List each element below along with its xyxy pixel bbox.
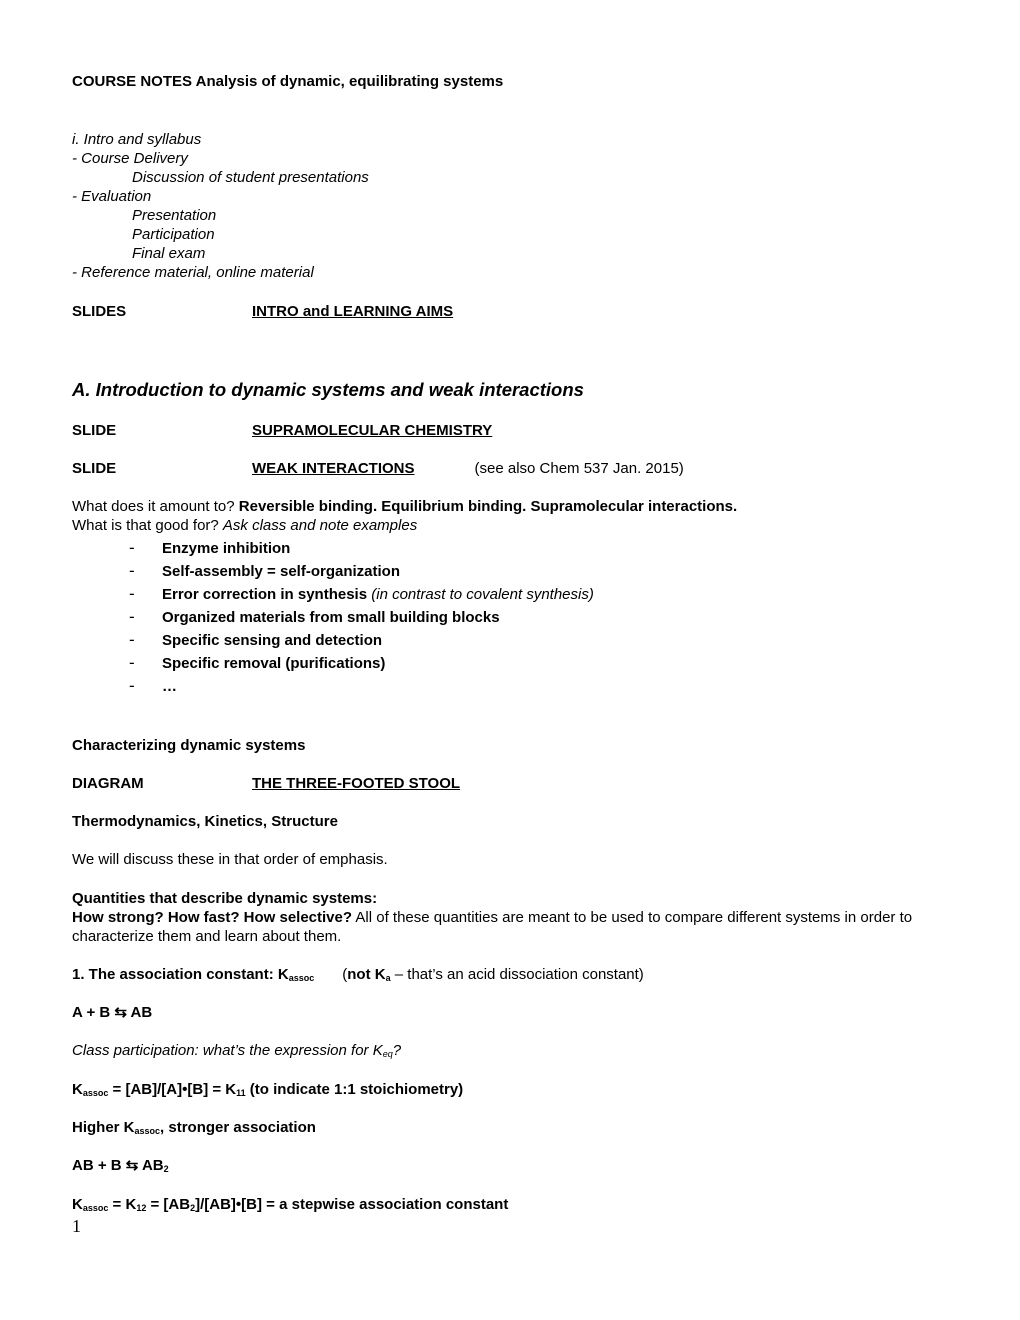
stepwise-sub: assoc: [82, 1203, 109, 1213]
bullet-removal: Specific removal (purifications): [162, 655, 386, 672]
class-part-text: Class participation: what’s the expression for K: [72, 1042, 383, 1059]
quantities-heading: Quantities that describe dynamic systems:: [72, 890, 378, 907]
bullet-dash: -: [129, 630, 135, 649]
assoc-sub: assoc: [288, 973, 315, 983]
bullet-dash: -: [129, 538, 135, 557]
higher-sub: assoc: [134, 1126, 161, 1136]
bullet-error-correction-text: Error correction in synthesis: [162, 586, 368, 603]
intro-heading: i. Intro and syllabus: [72, 131, 202, 148]
diagram-label: DIAGRAM: [72, 775, 144, 792]
class-part-end: ?: [392, 1042, 402, 1059]
quantities-paragraph: [72, 908, 952, 946]
kassoc-end: (to indicate 1:1 stoichiometry): [245, 1081, 464, 1098]
bullet-dash: -: [129, 653, 135, 672]
bullet-enzyme: Enzyme inhibition: [162, 540, 291, 557]
slides-label: SLIDES: [72, 303, 127, 320]
tks-line: Thermodynamics, Kinetics, Structure: [72, 813, 338, 830]
presentation-item: Presentation: [132, 207, 217, 224]
what-good-line: [72, 516, 417, 535]
assoc-paren: (: [342, 966, 348, 983]
slide-weak-line: [72, 459, 684, 478]
bullet-sensing: Specific sensing and detection: [162, 632, 383, 649]
bullet-error-correction: [162, 585, 594, 604]
participation-item: Participation: [132, 226, 215, 243]
equation-2: [72, 1156, 169, 1175]
slides-topic: INTRO and LEARNING AIMS: [252, 303, 454, 320]
what-amount-question: What does it amount to?: [72, 498, 239, 515]
association-constant-line: [72, 965, 644, 984]
bullet-self-assembly: Self-assembly = self-organization: [162, 563, 400, 580]
assoc-label: 1. The association constant: K: [72, 966, 289, 983]
diagram-topic: THE THREE-FOOTED STOOL: [252, 775, 461, 792]
kassoc-k: K: [72, 1081, 83, 1098]
reference-item: - Reference material, online material: [72, 264, 314, 281]
kassoc-sub2: 11: [236, 1088, 246, 1098]
eq2-text: AB + B ⇆ AB: [72, 1157, 164, 1174]
kassoc-expression: [72, 1080, 463, 1099]
higher-k: Higher K: [72, 1119, 135, 1136]
kassoc-mid: = [AB]/[A]•[B] = K: [108, 1081, 237, 1098]
slide-supra-topic: SUPRAMOLECULAR CHEMISTRY: [252, 422, 493, 439]
assoc-not-k: not K: [347, 966, 386, 983]
discussion-item: Discussion of student presentations: [132, 169, 369, 186]
stepwise-k: K: [72, 1196, 83, 1213]
slide-weak-label: SLIDE: [72, 460, 117, 477]
what-good-question: What is that good for?: [72, 517, 223, 534]
bullet-dash: -: [129, 676, 135, 695]
slide-weak-underlined: [72, 460, 415, 477]
eq2-sub: 2: [163, 1164, 169, 1174]
stepwise-expression: [72, 1195, 508, 1214]
slide-supra-line: [72, 421, 492, 440]
discuss-order-line: We will discuss these in that order of emphasis.: [72, 851, 388, 868]
stepwise-mid: = K: [108, 1196, 137, 1213]
quantities-text: All of these quantities are meant to be used to compare different systems in order to characterize them and learn about them.: [72, 909, 913, 945]
section-a-heading: A. Introduction to dynamic systems and weak interactions: [72, 379, 584, 400]
what-amount-line: [72, 497, 737, 516]
what-good-answer: Ask class and note examples: [222, 517, 418, 534]
bullet-error-correction-note: (in contrast to covalent synthesis): [371, 586, 594, 603]
page-title: COURSE NOTES Analysis of dynamic, equilibrating systems: [72, 73, 504, 90]
diagram-line: [72, 774, 460, 793]
assoc-not-sub: a: [385, 973, 391, 983]
stepwise-sub2: 12: [136, 1203, 147, 1213]
stepwise-mid2: = [AB: [146, 1196, 191, 1213]
what-amount-answer: Reversible binding. Equilibrium binding. Supramolecular interactions.: [238, 498, 738, 515]
class-participation-line: [72, 1041, 401, 1060]
higher-end: , stronger association: [160, 1119, 316, 1136]
stepwise-end: ]/[AB]•[B] = a stepwise association constant: [195, 1196, 509, 1213]
slide-supra-label: SLIDE: [72, 422, 117, 439]
characterizing-heading: Characterizing dynamic systems: [72, 737, 306, 754]
slide-weak-topic: WEAK INTERACTIONS: [252, 460, 415, 477]
bullet-organized-materials: Organized materials from small building blocks: [162, 609, 500, 626]
evaluation-item: - Evaluation: [72, 188, 152, 205]
kassoc-sub: assoc: [82, 1088, 109, 1098]
bullet-dash: -: [129, 584, 135, 603]
page-number: 1: [72, 1216, 81, 1236]
course-delivery-item: - Course Delivery: [72, 150, 188, 167]
equation-1: A + B ⇆ AB: [72, 1004, 153, 1021]
quantities-questions: How strong? How fast? How selective?: [72, 909, 353, 926]
slide-weak-note: (see also Chem 537 Jan. 2015): [474, 460, 684, 477]
bullet-dash: -: [129, 561, 135, 580]
bullet-dash: -: [129, 607, 135, 626]
slides-line: [72, 302, 453, 321]
bullet-ellipsis: …: [162, 678, 177, 695]
final-exam-item: Final exam: [132, 245, 206, 262]
higher-kassoc-line: [72, 1118, 316, 1137]
class-part-sub: eq: [382, 1049, 393, 1059]
stepwise-sub3: 2: [190, 1203, 196, 1213]
assoc-rest: – that’s an acid dissociation constant): [390, 966, 644, 983]
